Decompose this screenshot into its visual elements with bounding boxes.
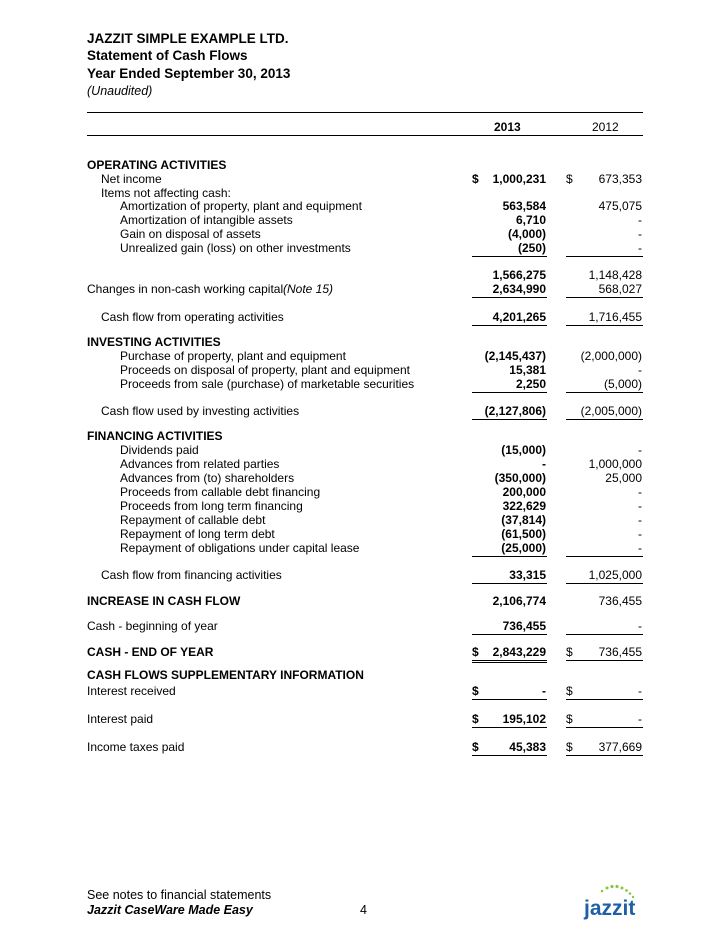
table-row xyxy=(0,499,728,513)
value-2012: 1,716,455 xyxy=(588,310,642,324)
row-label: Unrealized gain (loss) on other investments xyxy=(120,241,351,255)
value-2012: - xyxy=(638,527,642,541)
table-row xyxy=(0,377,728,391)
company-name: JAZZIT SIMPLE EXAMPLE LTD. xyxy=(87,31,289,46)
underline-2013 xyxy=(472,256,547,257)
table-row xyxy=(0,541,728,555)
row-label: Gain on disposal of assets xyxy=(120,227,261,241)
table-row xyxy=(0,740,728,754)
jazzit-logo xyxy=(582,884,644,920)
table-row xyxy=(0,645,728,659)
row-label: Interest received xyxy=(87,684,176,698)
row-label: INCREASE IN CASH FLOW xyxy=(87,594,241,608)
value-2012: - xyxy=(638,227,642,241)
row-label: Advances from (to) shareholders xyxy=(120,471,295,485)
row-label: Proceeds from sale (purchase) of marketable securities xyxy=(120,377,415,391)
value-2013: (2,145,437) xyxy=(484,349,546,363)
table-row xyxy=(0,349,728,363)
value-2013: (4,000) xyxy=(507,227,546,241)
value-2012: - xyxy=(638,241,642,255)
value-2012: 25,000 xyxy=(605,471,642,485)
value-2013: - xyxy=(542,684,546,698)
header-top-rule xyxy=(87,112,643,113)
table-row xyxy=(0,363,728,377)
table-row xyxy=(0,668,728,682)
footer-tagline: Jazzit CaseWare Made Easy xyxy=(87,903,253,917)
value-2013: (15,000) xyxy=(501,443,546,457)
value-2013: (61,500) xyxy=(501,527,546,541)
currency-symbol-2012: $ xyxy=(566,712,573,726)
currency-symbol-2013: $ xyxy=(472,684,479,698)
value-2013: 736,455 xyxy=(502,619,546,633)
statement-title: Statement of Cash Flows xyxy=(87,48,248,63)
table-row xyxy=(0,568,728,582)
row-label: FINANCING ACTIVITIES xyxy=(87,429,223,443)
value-2013: 563,584 xyxy=(502,199,546,213)
underline-2012 xyxy=(566,392,643,393)
currency-symbol-2012: $ xyxy=(566,645,573,659)
table-row xyxy=(0,158,728,172)
underline-2013 xyxy=(472,392,547,393)
value-2013: (25,000) xyxy=(501,541,546,555)
row-label: Advances from related parties xyxy=(120,457,280,471)
value-2013: (250) xyxy=(517,241,546,255)
value-2013: 195,102 xyxy=(502,712,546,726)
row-label: Dividends paid xyxy=(120,443,199,457)
value-2012: 1,148,428 xyxy=(588,268,642,282)
table-row xyxy=(0,282,728,296)
table-row xyxy=(0,227,728,241)
value-2012: - xyxy=(638,513,642,527)
row-label: OPERATING ACTIVITIES xyxy=(87,158,227,172)
underline-2013 xyxy=(472,419,547,420)
row-label: Income taxes paid xyxy=(87,740,185,754)
underline-2012 xyxy=(566,325,643,326)
table-row xyxy=(0,513,728,527)
underline-2012 xyxy=(566,634,643,635)
value-2013: 2,106,774 xyxy=(492,594,546,608)
table-row xyxy=(0,172,728,186)
value-2013: 2,250 xyxy=(515,377,546,391)
value-2013: 2,843,229 xyxy=(492,645,546,659)
value-2012: - xyxy=(638,619,642,633)
value-2012: - xyxy=(638,363,642,377)
table-row xyxy=(0,404,728,418)
value-2012: - xyxy=(638,684,642,698)
currency-symbol-2013: $ xyxy=(472,645,479,659)
column-header-2013: 2013 xyxy=(494,120,521,134)
value-2013: 15,381 xyxy=(509,363,546,377)
value-2013: 200,000 xyxy=(502,485,546,499)
currency-symbol-2012: $ xyxy=(566,172,573,186)
row-label: Items not affecting cash: xyxy=(101,186,231,200)
value-2013: 322,629 xyxy=(502,499,546,513)
row-label: Proceeds from callable debt financing xyxy=(120,485,321,499)
logo-wordmark: jazzit xyxy=(584,897,636,920)
underline-2012 xyxy=(566,297,643,298)
value-2012: - xyxy=(638,485,642,499)
table-row xyxy=(0,310,728,324)
table-row xyxy=(0,457,728,471)
table-row xyxy=(0,429,728,443)
underline-2013 xyxy=(472,583,547,584)
page-number: 4 xyxy=(360,903,367,917)
audit-status: (Unaudited) xyxy=(87,84,153,98)
underline-2013 xyxy=(472,755,547,756)
value-2013: 6,710 xyxy=(515,213,546,227)
table-row xyxy=(0,335,728,349)
currency-symbol-2013: $ xyxy=(472,712,479,726)
value-2012: (2,005,000) xyxy=(580,404,642,418)
row-label: Purchase of property, plant and equipment xyxy=(120,349,346,363)
table-row xyxy=(0,712,728,726)
underline-2013 xyxy=(472,634,547,635)
underline-2013 xyxy=(472,727,547,728)
table-row xyxy=(0,186,728,200)
statement-period: Year Ended September 30, 2013 xyxy=(87,66,291,81)
underline-2013 xyxy=(472,699,547,700)
value-2012: - xyxy=(638,499,642,513)
value-2013: 1,000,231 xyxy=(492,172,546,186)
value-2012: 1,000,000 xyxy=(588,457,642,471)
table-row xyxy=(0,199,728,213)
value-2012: 568,027 xyxy=(598,282,642,296)
table-row xyxy=(0,684,728,698)
value-2013: (2,127,806) xyxy=(484,404,546,418)
table-row xyxy=(0,527,728,541)
value-2012: - xyxy=(638,213,642,227)
row-label-note: (Note 15) xyxy=(283,282,334,296)
currency-symbol-2012: $ xyxy=(566,740,573,754)
table-row xyxy=(0,594,728,608)
row-label: Cash - beginning of year xyxy=(87,619,218,633)
underline-2013 xyxy=(472,325,547,326)
underline-2013 xyxy=(472,660,547,661)
currency-symbol-2013: $ xyxy=(472,172,479,186)
row-label: Changes in non-cash working capital xyxy=(87,282,284,296)
column-header-2012: 2012 xyxy=(592,120,619,134)
table-row xyxy=(0,241,728,255)
footer-note: See notes to financial statements xyxy=(87,888,272,902)
underline-2013 xyxy=(472,556,547,557)
value-2013: 4,201,265 xyxy=(492,310,546,324)
value-2013: 33,315 xyxy=(509,568,546,582)
double-underline-2013 xyxy=(472,662,547,663)
row-label: Cash flow from financing activities xyxy=(101,568,282,582)
currency-symbol-2012: $ xyxy=(566,684,573,698)
value-2013: 45,383 xyxy=(509,740,546,754)
value-2012: (5,000) xyxy=(603,377,642,391)
table-row xyxy=(0,268,728,282)
value-2012: 377,669 xyxy=(598,740,642,754)
table-row xyxy=(0,619,728,633)
row-label: Proceeds from long term financing xyxy=(120,499,303,513)
row-label: Repayment of callable debt xyxy=(120,513,266,527)
table-row xyxy=(0,471,728,485)
value-2012: 475,075 xyxy=(598,199,642,213)
table-row xyxy=(0,443,728,457)
value-2012: - xyxy=(638,712,642,726)
row-label: Net income xyxy=(101,172,162,186)
underline-2012 xyxy=(566,583,643,584)
row-label: Amortization of intangible assets xyxy=(120,213,293,227)
underline-2012 xyxy=(566,727,643,728)
underline-2012 xyxy=(566,419,643,420)
header-bottom-rule xyxy=(87,135,643,136)
underline-2012 xyxy=(566,660,643,661)
value-2013: 1,566,275 xyxy=(492,268,546,282)
row-label: Cash flow from operating activities xyxy=(101,310,284,324)
underline-2012 xyxy=(566,256,643,257)
row-label: Amortization of property, plant and equipment xyxy=(120,199,362,213)
value-2013: - xyxy=(542,457,546,471)
value-2013: 2,634,990 xyxy=(492,282,546,296)
row-label: Proceeds on disposal of property, plant and equipment xyxy=(120,363,410,377)
row-label: Interest paid xyxy=(87,712,154,726)
value-2012: - xyxy=(638,443,642,457)
value-2013: (37,814) xyxy=(501,513,546,527)
table-row xyxy=(0,213,728,227)
value-2012: 1,025,000 xyxy=(588,568,642,582)
underline-2012 xyxy=(566,556,643,557)
value-2012: 736,455 xyxy=(598,594,642,608)
value-2013: (350,000) xyxy=(494,471,546,485)
row-label: CASH - END OF YEAR xyxy=(87,645,214,659)
value-2012: 736,455 xyxy=(598,645,642,659)
value-2012: 673,353 xyxy=(598,172,642,186)
row-label: Cash flow used by investing activities xyxy=(101,404,300,418)
underline-2012 xyxy=(566,699,643,700)
underline-2012 xyxy=(566,755,643,756)
currency-symbol-2013: $ xyxy=(472,740,479,754)
row-label: INVESTING ACTIVITIES xyxy=(87,335,221,349)
table-row xyxy=(0,485,728,499)
jazzit-logo-graphic xyxy=(582,884,644,920)
row-label: Repayment of long term debt xyxy=(120,527,275,541)
row-label: CASH FLOWS SUPPLEMENTARY INFORMATION xyxy=(87,668,364,682)
value-2012: - xyxy=(638,541,642,555)
row-label: Repayment of obligations under capital lease xyxy=(120,541,360,555)
value-2012: (2,000,000) xyxy=(580,349,642,363)
underline-2013 xyxy=(472,297,547,298)
